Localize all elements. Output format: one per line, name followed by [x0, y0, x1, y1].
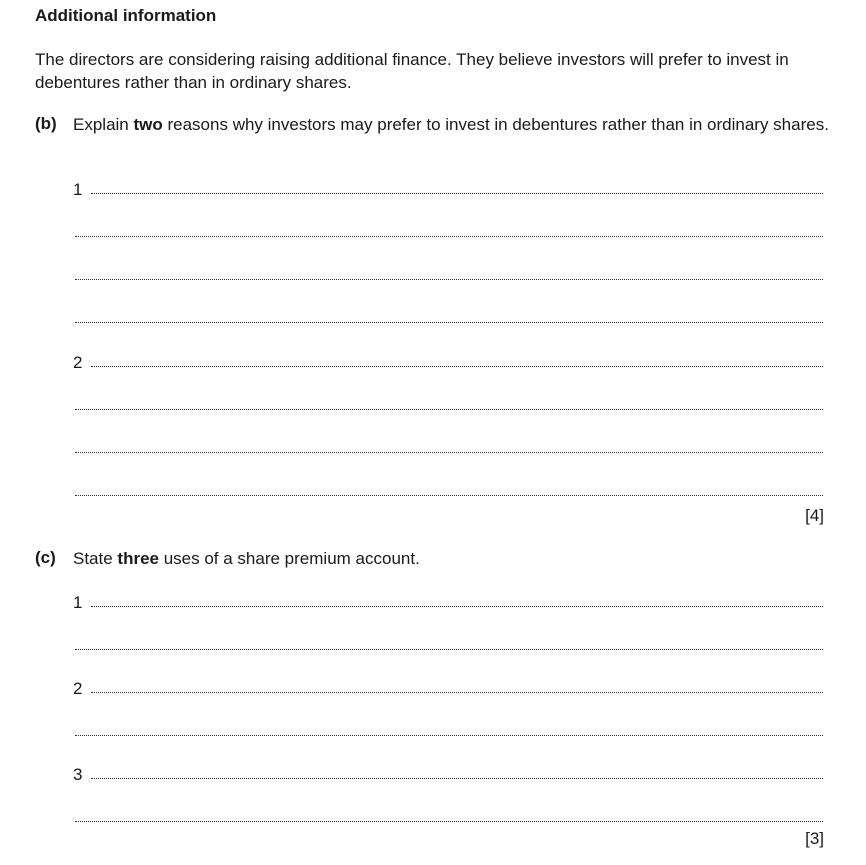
answer-c2-line-2[interactable]: [75, 735, 823, 736]
answer-c1-line-1[interactable]: [91, 606, 823, 607]
question-b-text-end: reasons why investors may prefer to invest in debentures rather than in ordinary shares.: [162, 115, 829, 134]
answer-c-number-2: 2: [73, 679, 83, 698]
answer-c2-line-1[interactable]: [91, 692, 823, 693]
question-b-text: [73, 114, 833, 136]
answer-b1-line-3[interactable]: [75, 279, 823, 280]
question-c-marks: [3]: [805, 829, 824, 848]
answer-b2-line-1[interactable]: [91, 366, 823, 367]
question-b-marks: [4]: [805, 506, 824, 525]
answer-b1-line-1[interactable]: [91, 193, 823, 194]
question-c-label: (c): [35, 548, 56, 567]
answer-c1-line-2[interactable]: [75, 649, 823, 650]
answer-b1-line-2[interactable]: [75, 236, 823, 237]
question-b-emphasis: two: [133, 115, 163, 134]
question-c-text-end: uses of a share premium account.: [159, 549, 420, 568]
answer-c-number-1: 1: [73, 593, 83, 612]
question-b-text-start: Explain: [73, 115, 134, 134]
question-b-label: (b): [35, 114, 57, 133]
answer-b-number-1: 1: [73, 180, 83, 199]
question-c-text-start: State: [73, 549, 118, 568]
question-c-text: [73, 548, 833, 570]
answer-c3-line-2[interactable]: [75, 821, 823, 822]
intro-paragraph: The directors are considering raising additional finance. They believe investors will prefer to invest in debentures rather than in ordinary shares.: [35, 50, 789, 92]
answer-b1-line-4[interactable]: [75, 322, 823, 323]
section-heading: Additional information: [35, 6, 217, 25]
answer-b-number-2: 2: [73, 353, 83, 372]
answer-c3-line-1[interactable]: [91, 778, 823, 779]
answer-c-number-3: 3: [73, 765, 83, 784]
answer-b2-line-2[interactable]: [75, 409, 823, 410]
answer-b2-line-3[interactable]: [75, 452, 823, 453]
answer-b2-line-4[interactable]: [75, 495, 823, 496]
question-c-emphasis: three: [117, 549, 159, 568]
